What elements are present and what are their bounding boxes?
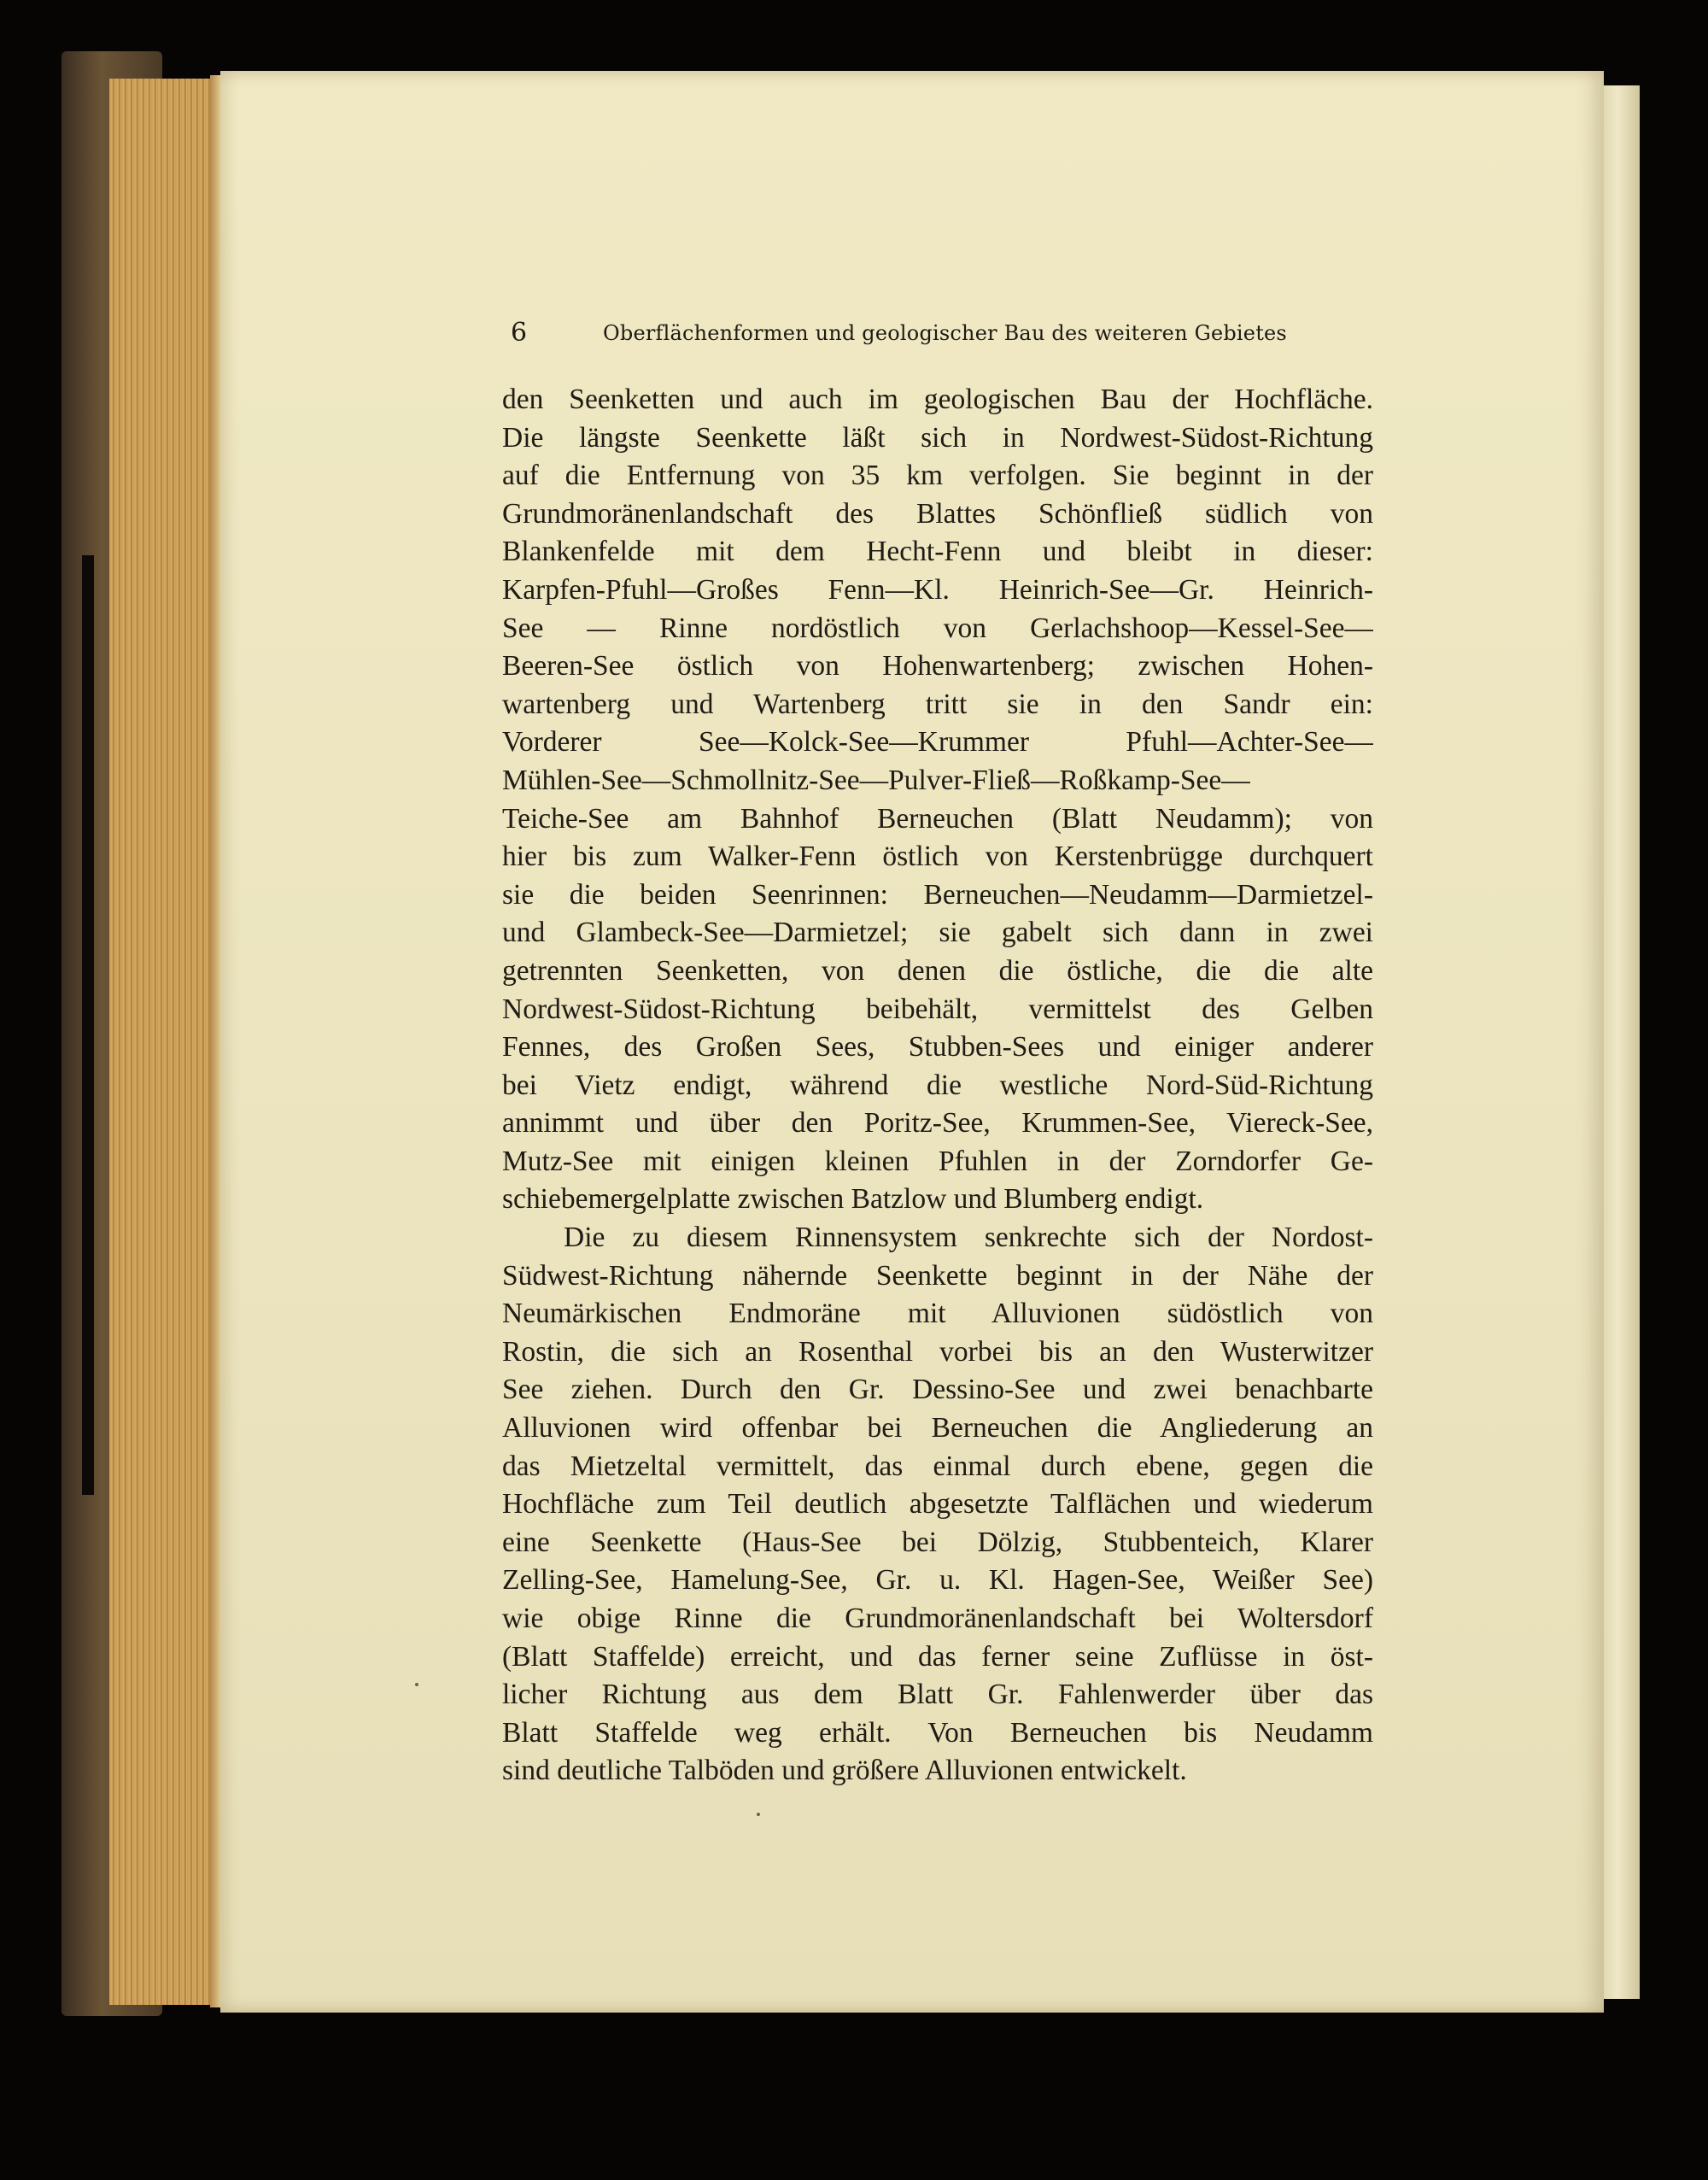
text-line: Grundmoränenlandschaft des Blattes Schönfließ südlich von bbox=[502, 497, 1373, 530]
page-number: 6 bbox=[511, 318, 528, 348]
text-line: annimmt und über den Poritz-See, Krummen-See, Viereck-See, bbox=[502, 1107, 1373, 1140]
text-line: Zelling-See, Hamelung-See, Gr. u. Kl. Hagen-See, Weißer See) bbox=[502, 1564, 1373, 1597]
text-line: Rostin, die sich an Rosenthal vorbei bis an den Wusterwitzer bbox=[502, 1335, 1373, 1368]
text-line: Alluvionen wird offenbar bei Berneuchen die Angliederung an bbox=[502, 1412, 1373, 1445]
text-line: Beeren-See östlich von Hohenwartenberg; zwischen Hohen- bbox=[502, 650, 1373, 683]
text-line: das Mietzeltal vermittelt, das einmal durch ebene, gegen die bbox=[502, 1450, 1373, 1482]
text-line: See ziehen. Durch den Gr. Dessino-See und zwei benachbarte bbox=[502, 1374, 1373, 1406]
speck bbox=[757, 1813, 760, 1816]
text-line: getrennten Seenketten, von denen die östliche, die die alte bbox=[502, 954, 1373, 987]
text-line: wartenberg und Wartenberg tritt sie in den Sandr ein: bbox=[502, 688, 1373, 720]
text-line: licher Richtung aus dem Blatt Gr. Fahlenwerder über das bbox=[502, 1679, 1373, 1711]
bookmark-strip bbox=[82, 555, 94, 1495]
text-line: Teiche-See am Bahnhof Berneuchen (Blatt Neudamm); von bbox=[502, 802, 1373, 835]
text-line: Karpfen-Pfuhl—Großes Fenn—Kl. Heinrich-See—Gr. Heinrich- bbox=[502, 573, 1373, 606]
text-line: Die zu diesem Rinnensystem senkrechte sich der Nordost- bbox=[564, 1222, 1373, 1254]
text-line: Nordwest-Südost-Richtung beibehält, vermittelst des Gelben bbox=[502, 993, 1373, 1025]
text-line: sind deutliche Talböden und größere Alluvionen entwickelt. bbox=[502, 1755, 1187, 1787]
text-line: eine Seenkette (Haus-See bei Dölzig, Stubbenteich, Klarer bbox=[502, 1526, 1373, 1558]
text-line: (Blatt Staffelde) erreicht, und das ferner seine Zuflüsse in öst- bbox=[502, 1640, 1373, 1673]
text-line: Mutz-See mit einigen kleinen Pfuhlen in der Zorndorfer Ge- bbox=[502, 1145, 1373, 1177]
running-head bbox=[511, 318, 1365, 355]
body-text bbox=[502, 381, 1373, 1790]
page-edges-left bbox=[109, 79, 220, 2005]
text-line: den Seenketten und auch im geologischen Bau der Hochfläche. bbox=[502, 384, 1373, 415]
text-line: Fennes, des Großen Sees, Stubben-Sees und einiger anderer bbox=[502, 1031, 1373, 1064]
text-line: und Glambeck-See—Darmietzel; sie gabelt sich dann in zwei bbox=[502, 917, 1373, 949]
text-line: Vorderer See—Kolck-See—Krummer Pfuhl—Achter-See— bbox=[502, 726, 1373, 759]
speck bbox=[415, 1683, 418, 1686]
text-line: bei Vietz endigt, während die westliche Nord-Süd-Richtung bbox=[502, 1069, 1373, 1101]
text-line: Neumärkischen Endmoräne mit Alluvionen südöstlich von bbox=[502, 1298, 1373, 1330]
text-line: Hochfläche zum Teil deutlich abgesetzte Talflächen und wiederum bbox=[502, 1488, 1373, 1521]
text-line: hier bis zum Walker-Fenn östlich von Kerstenbrügge durchquert bbox=[502, 841, 1373, 873]
text-line: Blankenfelde mit dem Hecht-Fenn und bleibt in dieser: bbox=[502, 536, 1373, 568]
text-line: sie die beiden Seenrinnen: Berneuchen—Neudamm—Darmietzel- bbox=[502, 878, 1373, 911]
text-line: schiebemergelplatte zwischen Batzlow und Blumberg endigt. bbox=[502, 1183, 1204, 1216]
text-line: auf die Entfernung von 35 km verfolgen. Sie beginnt in der bbox=[502, 460, 1373, 492]
text-line: wie obige Rinne die Grundmoränenlandschaft bei Woltersdorf bbox=[502, 1603, 1373, 1634]
text-line: Südwest-Richtung nähernde Seenkette beginnt in der Nähe der bbox=[502, 1259, 1373, 1292]
text-line: Blatt Staffelde weg erhält. Von Berneuchen bis Neudamm bbox=[502, 1716, 1373, 1749]
running-title: Oberflächenformen und geologischer Bau des weiteren Gebietes bbox=[603, 321, 1287, 345]
text-line: Die längste Seenkette läßt sich in Nordwest-Südost-Richtung bbox=[502, 421, 1373, 454]
text-line: See — Rinne nordöstlich von Gerlachshoop—Kessel-See— bbox=[502, 612, 1373, 644]
text-line: Mühlen-See—Schmollnitz-See—Pulver-Fließ—Roßkamp-See— bbox=[502, 764, 1250, 796]
